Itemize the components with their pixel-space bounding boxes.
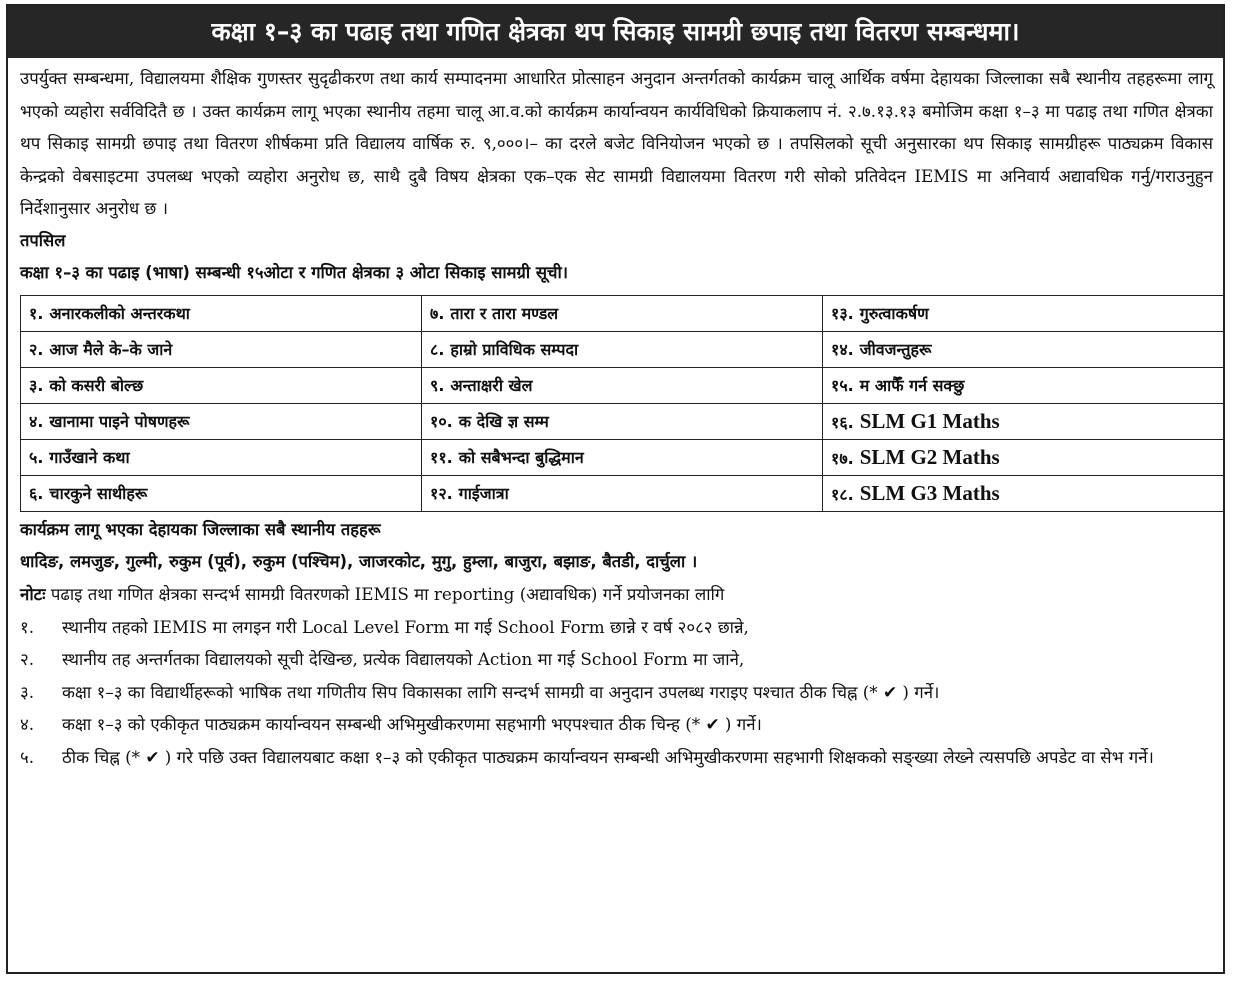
material-cell (422, 475, 823, 511)
material-title: गुरुत्वाकर्षण (859, 304, 929, 324)
note-text: पढाइ तथा गणित क्षेत्रका सन्दर्भ सामग्री वितरणको IEMIS मा reporting (अद्यावधिक) गर्ने प्रयोजनका लागि (45, 583, 725, 604)
material-title: SLM G2 Maths (859, 444, 1000, 469)
material-cell (21, 295, 422, 331)
material-number: ४. (29, 412, 44, 432)
step-number: ३. (20, 681, 35, 702)
list-item (20, 741, 1213, 774)
material-cell (21, 403, 422, 439)
material-cell (422, 295, 823, 331)
material-cell (422, 331, 823, 367)
material-cell (823, 367, 1224, 403)
list-heading: कक्षा १–३ का पढाइ (भाषा) सम्बन्धी १५ओटा र गणित क्षेत्रका ३ ओटा सिकाइ सामग्री सूची। (20, 262, 568, 282)
step-text: ठीक चिह्न (* ✔ ) गरे पछि उक्त विद्यालयबाट कक्षा १–३ को एकीकृत पाठ्यक्रम कार्यान्वयन सम्बन्धी अभिमुखीकरणमा सहभागी शिक्षकको सङ्ख्या लेख्ने त्यसपछि अपडेट वा सेभ गर्ने। (62, 746, 1154, 767)
list-item (20, 676, 1213, 709)
material-number: ११. (430, 448, 453, 468)
note-label: नोटः (20, 583, 46, 604)
material-title: क देखि ज्ञ सम्म (458, 412, 549, 432)
material-cell (422, 367, 823, 403)
notice-frame (6, 4, 1225, 974)
material-cell (21, 439, 422, 475)
material-title: अन्ताक्षरी खेल (450, 376, 533, 396)
material-cell (823, 295, 1224, 331)
material-number: ६. (29, 484, 44, 504)
step-number: ५. (20, 746, 35, 767)
material-title: को कसरी बोल्छ (49, 376, 144, 396)
material-title: चारकुने साथीहरू (49, 484, 148, 504)
material-cell (21, 367, 422, 403)
material-number: १०. (430, 412, 453, 432)
material-number: १६. (831, 412, 854, 432)
tapsil-heading: तपसिल (20, 230, 66, 250)
material-number: ७. (430, 304, 445, 324)
steps-list (20, 611, 1213, 774)
material-title: को सबैभन्दा बुद्धिमान (458, 448, 584, 468)
material-cell (21, 331, 422, 367)
list-item (20, 611, 1213, 644)
material-title: आज मैले के–के जाने (49, 340, 173, 360)
material-title: जीवजन्तुहरू (859, 340, 932, 360)
notice-body (8, 58, 1223, 774)
table-row (21, 367, 1224, 403)
material-number: ३. (29, 376, 44, 396)
table-row (21, 295, 1224, 331)
material-title: हाम्रो प्राविधिक सम्पदा (450, 340, 579, 360)
material-title: तारा र तारा मण्डल (450, 304, 559, 324)
material-title: खानामा पाइने पोषणहरू (49, 412, 190, 432)
material-cell (823, 331, 1224, 367)
list-item (20, 708, 1213, 741)
step-text: स्थानीय तहको IEMIS मा लगइन गरी Local Level Form मा गई School Form छान्ने र वर्ष २०८२ छान्ने, (62, 616, 749, 637)
step-number: २. (20, 649, 35, 670)
material-cell (823, 403, 1224, 439)
table-row (21, 475, 1224, 511)
material-number: १२. (430, 484, 453, 504)
step-number: ४. (20, 714, 35, 735)
district-list: धादिङ, लमजुङ, गुल्मी, रुकुम (पूर्व), रुकुम (पश्चिम), जाजरकोट, मुगु, हुम्ला, बाजुरा, बझाङ, बैतडी, दार्चुला । (20, 551, 698, 571)
note-line (20, 578, 1213, 611)
material-cell (823, 475, 1224, 511)
intro-paragraph: उपर्युक्त सम्बन्धमा, विद्यालयमा शैक्षिक गुणस्तर सुदृढीकरण तथा कार्य सम्पादनमा आधारित प्रोत्साहन अनुदान अन्तर्गतको कार्यक्रम चालू आर्थिक वर्षमा देहायका जिल्लाका सबै स्थानीय तहहरूमा लागू भएको व्यहोरा सर्वविदितै छ । उक्त कार्यक्रम लागू भएका स्थानीय तहमा चालू आ.व.को कार्यक्रम कार्यान्वयन कार्यविधिको क्रियाकलाप नं. २.७.१३.१३ बमोजिम कक्षा १–३ मा पढाइ तथा गणित क्षेत्रका थप सिकाइ सामग्री छपाइ तथा वितरण शीर्षकमा प्रति विद्यालय वार्षिक रु. ९,०००।– का दरले बजेट विनियोजन भएको छ । तपसिलको सूची अनुसारका थप सिकाइ सामग्रीहरू पाठ्यक्रम विकास केन्द्रको वेबसाइटमा उपलब्ध भएको व्यहोरा अनुरोध छ, साथै दुबै विषय क्षेत्रका एक–एक सेट सामग्री विद्यालयमा वितरण गरी सोको प्रतिवेदन IEMIS मा अनिवार्य अद्यावधिक गर्नु/गराउनुहुन निर्देशानुसार अनुरोध छ । (20, 68, 1213, 219)
material-cell (21, 475, 422, 511)
materials-table (20, 295, 1224, 512)
material-number: ५. (29, 448, 44, 468)
step-number: १. (20, 616, 35, 637)
material-cell (422, 403, 823, 439)
step-text: कक्षा १–३ को एकीकृत पाठ्यक्रम कार्यान्वयन सम्बन्धी अभिमुखीकरणमा सहभागी भएपश्चात ठीक चिन्ह (* ✔ ) गर्ने। (62, 714, 762, 735)
material-number: ९. (430, 376, 445, 396)
material-cell (422, 439, 823, 475)
material-number: १७. (831, 448, 854, 468)
material-title: म आफैँ गर्न सक्छु (859, 376, 965, 396)
material-title: SLM G3 Maths (859, 480, 1000, 505)
material-title: गाउँखाने कथा (49, 448, 130, 468)
notice-title: कक्षा १–३ का पढाइ तथा गणित क्षेत्रका थप सिकाइ सामग्री छपाइ तथा वितरण सम्बन्धमा। (8, 6, 1223, 58)
material-number: १४. (831, 340, 854, 360)
material-number: ८. (430, 340, 445, 360)
table-row (21, 439, 1224, 475)
step-text: स्थानीय तह अन्तर्गतका विद्यालयको सूची देखिन्छ, प्रत्येक विद्यालयको Action मा गई School Form मा जाने, (62, 649, 745, 670)
material-number: १८. (831, 484, 854, 504)
material-number: १३. (831, 304, 854, 324)
material-title: अनारकलीको अन्तरकथा (49, 304, 190, 324)
step-text: कक्षा १–३ का विद्यार्थीहरूको भाषिक तथा गणितीय सिप विकासका लागि सन्दर्भ सामग्री वा अनुदान उपलब्ध गराइए पश्चात ठीक चिह्न (* ✔ ) गर्ने। (62, 681, 940, 702)
table-row (21, 403, 1224, 439)
table-row (21, 331, 1224, 367)
material-title: SLM G1 Maths (859, 408, 1000, 433)
list-item (20, 643, 1213, 676)
material-number: २. (29, 340, 44, 360)
material-title: गाईजात्रा (458, 484, 509, 504)
district-heading: कार्यक्रम लागू भएका देहायका जिल्लाका सबै स्थानीय तहहरू (20, 519, 381, 539)
material-number: १. (29, 304, 44, 324)
material-number: १५. (831, 376, 854, 396)
material-cell (823, 439, 1224, 475)
